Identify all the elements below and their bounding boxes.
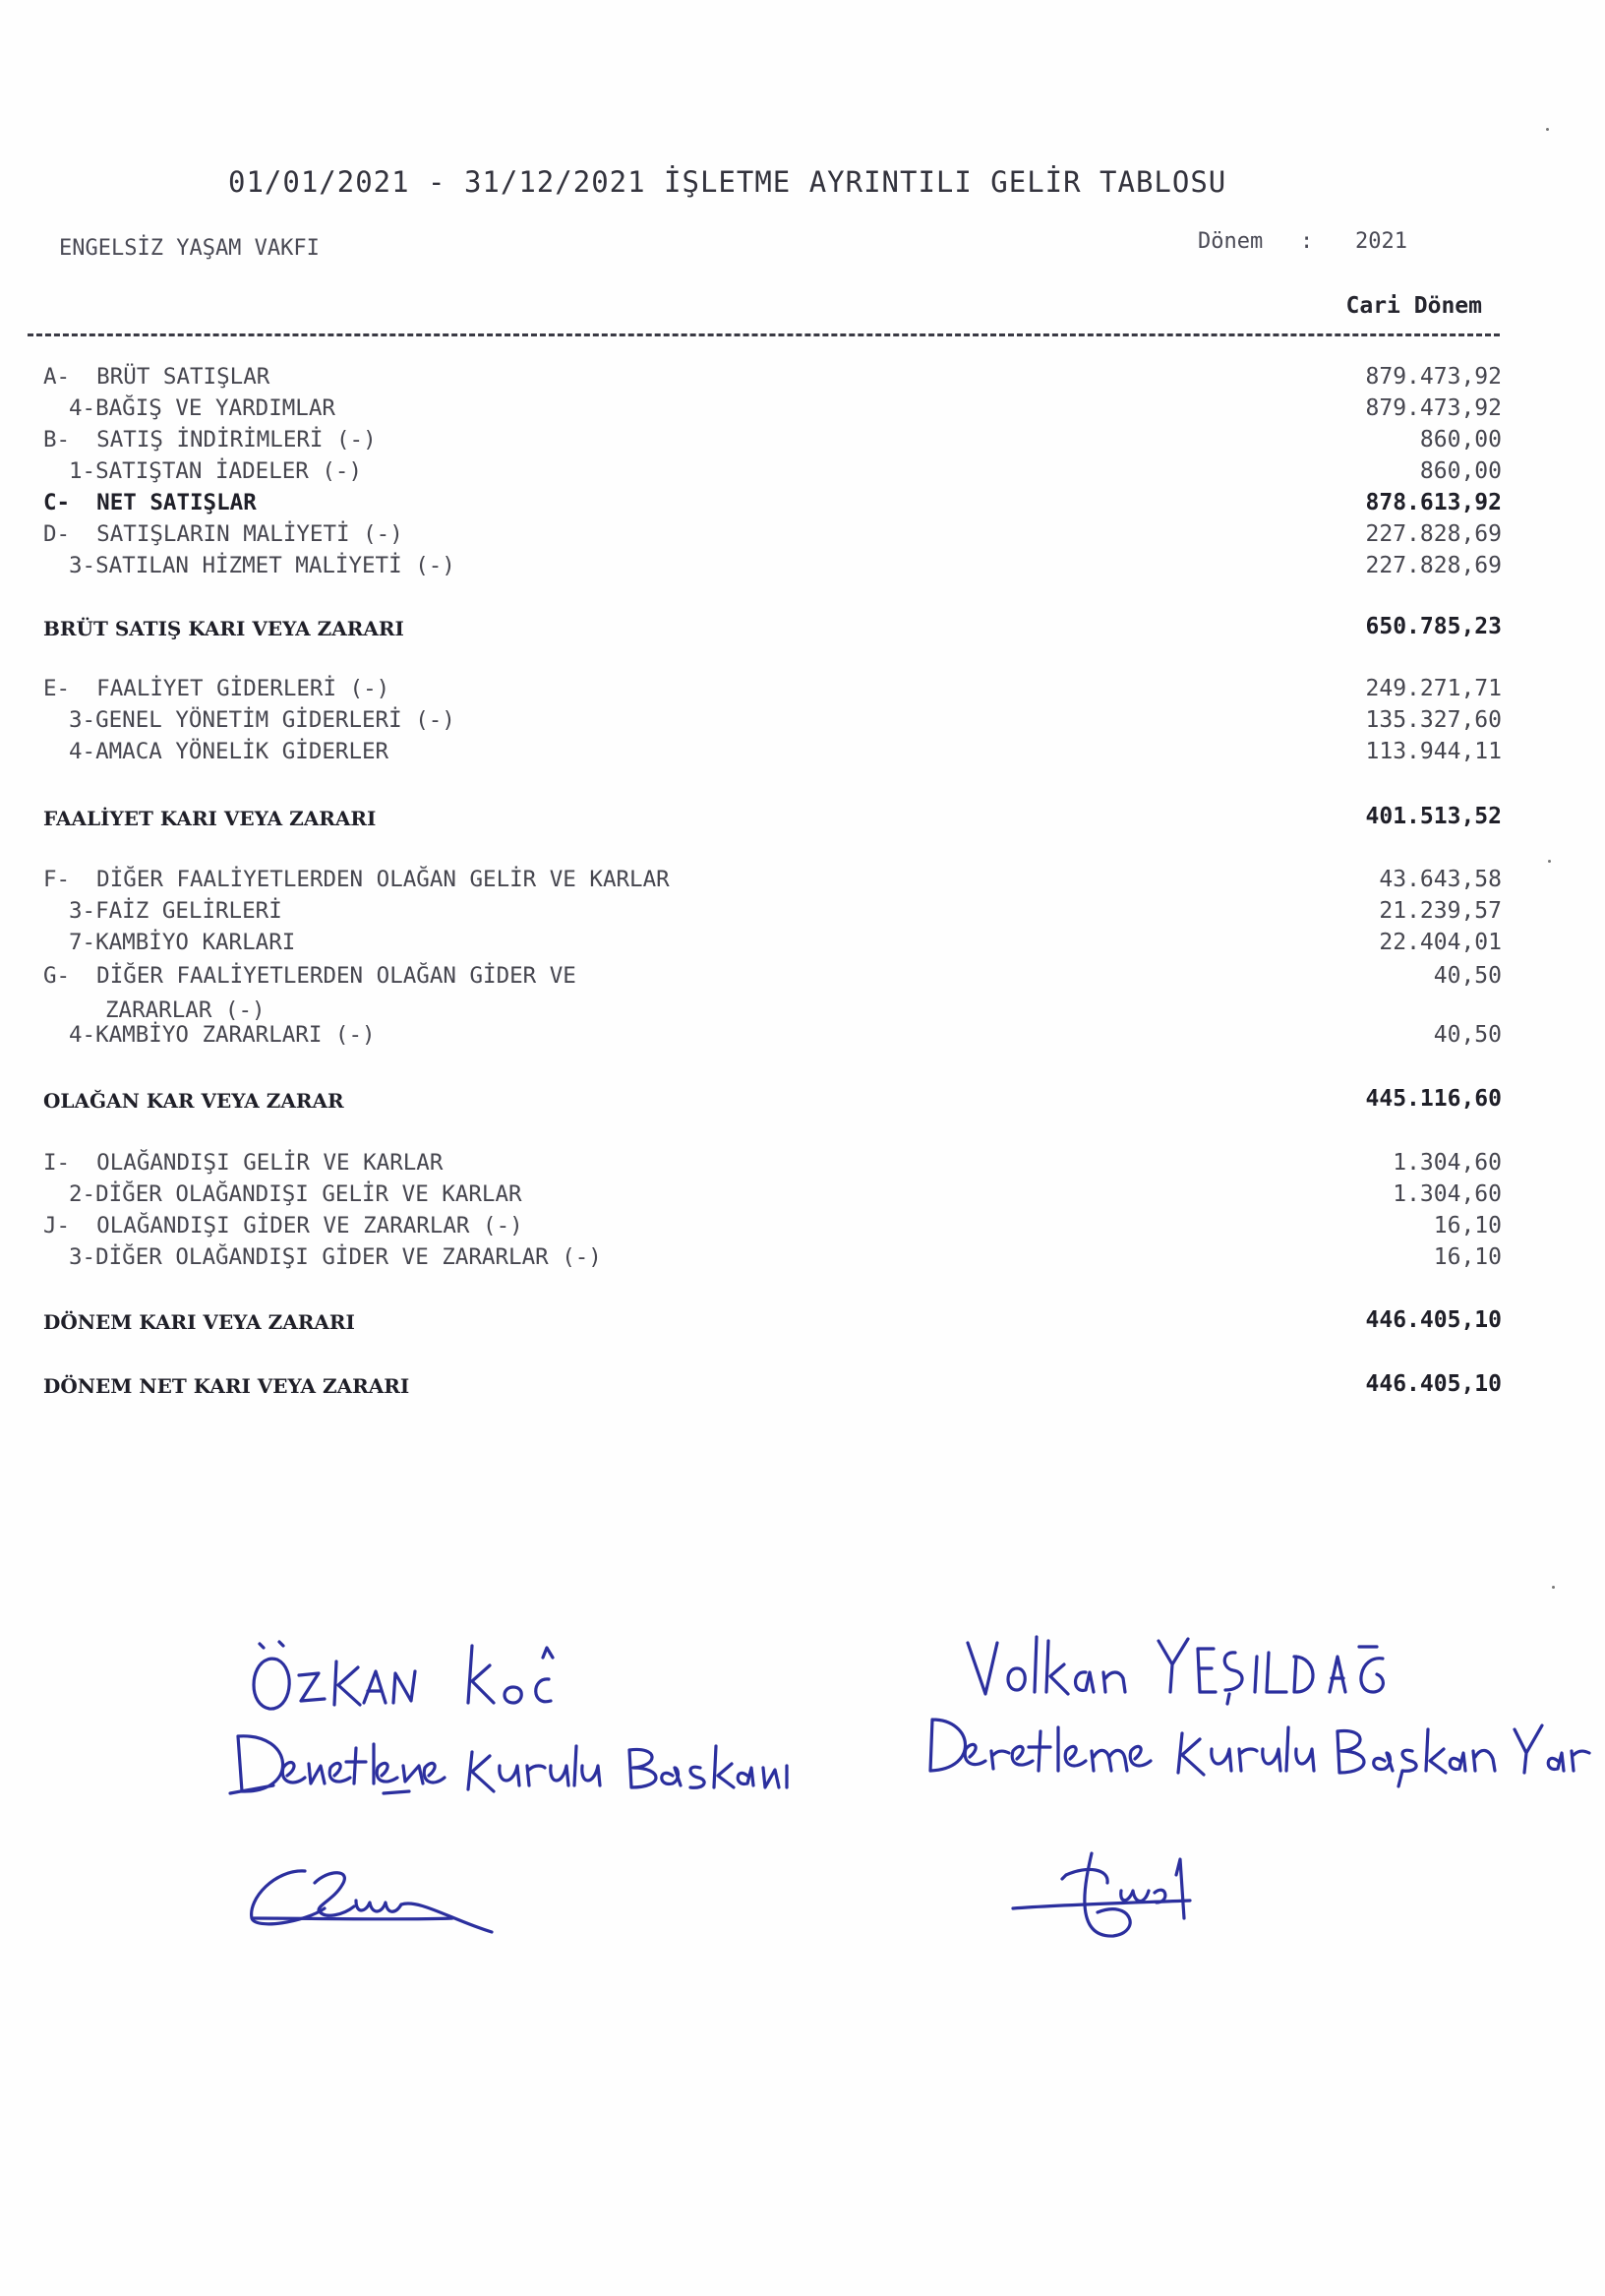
row-value: 227.828,69 (1365, 521, 1502, 547)
row-sales-discounts (0, 427, 1605, 458)
row-fx-losses (0, 1022, 1605, 1054)
row-value: 1.304,60 (1393, 1181, 1502, 1207)
row-label: 4-BAĞIŞ VE YARDIMLAR (69, 395, 335, 421)
period-separator: : (1300, 229, 1314, 254)
row-operating-profit (0, 804, 1605, 835)
row-value: 879.473,92 (1365, 395, 1502, 421)
row-extraordinary-income (0, 1150, 1605, 1181)
left-signatory-handwritten-name-title (236, 1618, 767, 1815)
row-label: C- NET SATIŞLAR (43, 490, 257, 515)
period-label: Dönem (1198, 229, 1264, 254)
row-value: 650.785,23 (1365, 614, 1502, 639)
row-value: 21.239,57 (1379, 898, 1502, 924)
row-label: 3-DİĞER OLAĞANDIŞI GİDER VE ZARARLAR (-) (69, 1244, 602, 1270)
row-net-sales (0, 490, 1605, 521)
row-operating-expenses (0, 676, 1605, 707)
row-period-net-profit (0, 1371, 1605, 1403)
row-extraordinary-expenses (0, 1213, 1605, 1244)
row-value: 860,00 (1419, 427, 1502, 453)
row-value: 878.613,92 (1365, 490, 1502, 515)
row-other-operating-income (0, 867, 1605, 898)
header-divider (28, 333, 1500, 336)
right-signatory-handwritten-name-title (915, 1613, 1603, 1810)
row-label: I- OLAĞANDIŞI GELİR VE KARLAR (43, 1150, 444, 1176)
scan-speck (1548, 860, 1551, 863)
row-value: 1.304,60 (1393, 1150, 1502, 1176)
row-interest-income (0, 898, 1605, 930)
row-label: B- SATIŞ İNDİRİMLERİ (-) (43, 427, 377, 453)
row-value: 40,50 (1433, 1022, 1502, 1048)
row-label: D- SATIŞLARIN MALİYETİ (-) (43, 521, 403, 547)
row-value: 113.944,11 (1365, 739, 1502, 764)
row-other-extraordinary-income (0, 1181, 1605, 1213)
row-label: A- BRÜT SATIŞLAR (43, 364, 270, 390)
row-label: 4-KAMBİYO ZARARLARI (-) (69, 1022, 376, 1048)
row-fx-gains (0, 930, 1605, 961)
row-general-admin-expenses (0, 707, 1605, 739)
row-sales-returns (0, 458, 1605, 490)
row-label: FAALİYET KARI VEYA ZARARI (43, 807, 377, 830)
row-value: 22.404,01 (1379, 930, 1502, 955)
row-label: ZARARLAR (-) (105, 997, 266, 1023)
row-period-profit (0, 1307, 1605, 1339)
left-signature-mark (246, 1849, 521, 1958)
right-signature-mark (1003, 1840, 1259, 1958)
row-value: 879.473,92 (1365, 364, 1502, 390)
scan-speck (1552, 1586, 1555, 1589)
row-cost-of-sales (0, 521, 1605, 553)
organization-name: ENGELSİZ YAŞAM VAKFI (59, 236, 320, 261)
row-gross-profit (0, 614, 1605, 645)
row-value: 227.828,69 (1365, 553, 1502, 578)
row-label: OLAĞAN KAR VEYA ZARAR (43, 1089, 344, 1113)
row-label: G- DİĞER FAALİYETLERDEN OLAĞAN GİDER VE (43, 963, 576, 989)
row-label: DÖNEM KARI VEYA ZARARI (43, 1310, 355, 1334)
row-value: 249.271,71 (1365, 676, 1502, 701)
row-cost-of-services (0, 553, 1605, 584)
document-title: 01/01/2021 - 31/12/2021 İŞLETME AYRINTILI GELİR TABLOSU (228, 165, 1227, 199)
row-donations-and-aid (0, 395, 1605, 427)
row-value: 135.327,60 (1365, 707, 1502, 733)
row-label: 7-KAMBİYO KARLARI (69, 930, 296, 955)
scan-speck (1546, 128, 1549, 131)
row-value: 40,50 (1433, 963, 1502, 989)
row-value: 860,00 (1419, 458, 1502, 484)
row-gross-sales (0, 364, 1605, 395)
period-value: 2021 (1355, 229, 1407, 254)
row-value: 43.643,58 (1379, 867, 1502, 892)
row-value: 446.405,10 (1365, 1371, 1502, 1397)
row-value: 401.513,52 (1365, 804, 1502, 829)
row-label: E- FAALİYET GİDERLERİ (-) (43, 676, 390, 701)
row-label: F- DİĞER FAALİYETLERDEN OLAĞAN GELİR VE KARLAR (43, 867, 670, 892)
row-label: DÖNEM NET KARI VEYA ZARARI (43, 1374, 410, 1398)
row-label: 2-DİĞER OLAĞANDIŞI GELİR VE KARLAR (69, 1181, 522, 1207)
column-header-current-period: Cari Dönem (1345, 293, 1482, 319)
row-ordinary-profit (0, 1086, 1605, 1118)
row-other-operating-expenses (0, 963, 1605, 995)
row-value: 446.405,10 (1365, 1307, 1502, 1333)
row-label: 1-SATIŞTAN İADELER (-) (69, 458, 363, 484)
row-other-extraordinary-expenses (0, 1244, 1605, 1276)
row-value: 16,10 (1433, 1213, 1502, 1239)
row-value: 16,10 (1433, 1244, 1502, 1270)
row-purpose-expenses (0, 739, 1605, 770)
row-label: 3-FAİZ GELİRLERİ (69, 898, 282, 924)
row-value: 445.116,60 (1365, 1086, 1502, 1112)
row-label: 3-SATILAN HİZMET MALİYETİ (-) (69, 553, 455, 578)
row-label: 4-AMACA YÖNELİK GİDERLER (69, 739, 389, 764)
row-label: J- OLAĞANDIŞI GİDER VE ZARARLAR (-) (43, 1213, 523, 1239)
row-label: 3-GENEL YÖNETİM GİDERLERİ (-) (69, 707, 455, 733)
row-label: BRÜT SATIŞ KARI VEYA ZARARI (43, 617, 404, 640)
